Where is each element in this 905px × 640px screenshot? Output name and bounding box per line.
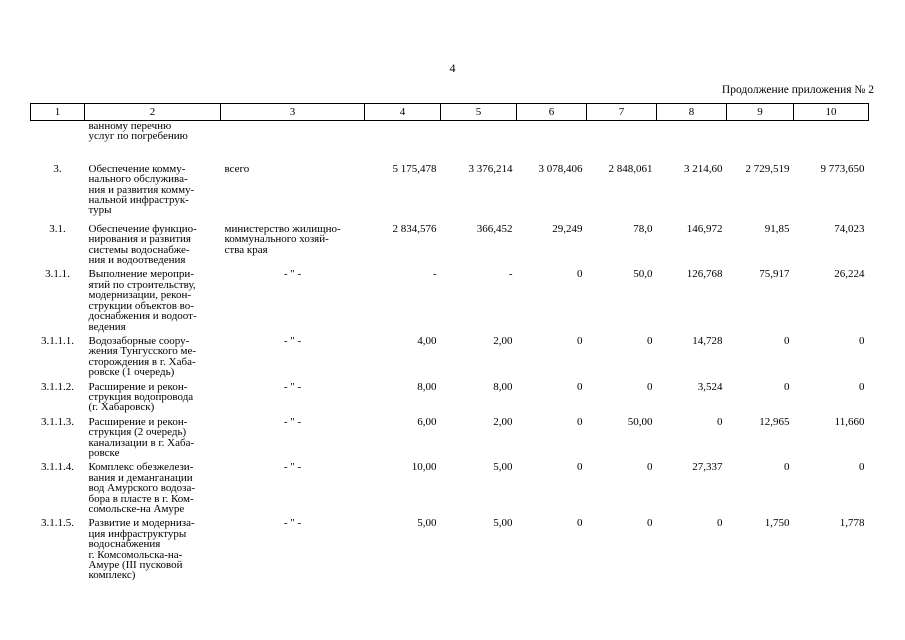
row-number: 3.1.1.3. xyxy=(41,415,74,428)
row-value: 2,00 xyxy=(493,334,513,347)
row-value xyxy=(794,121,869,142)
row-value: 146,972 xyxy=(686,222,723,235)
table-row xyxy=(31,417,869,459)
row-value xyxy=(365,121,441,142)
appendix-table xyxy=(30,103,869,581)
row-value: 3 214,60 xyxy=(684,162,723,175)
row-name: Комплекс обезжелези- вания и деманганации вод Амурского водоза- бора в пласте в г. Ком- сомольске-на Амуре xyxy=(88,461,195,515)
row-value xyxy=(441,121,517,142)
row-value: 0 xyxy=(577,461,583,474)
row-executor: - " - xyxy=(283,380,302,393)
row-value: 0 xyxy=(784,334,790,347)
row-value: 4,00 xyxy=(417,334,437,347)
row-value: 29,249 xyxy=(552,222,583,235)
row-number: 3.1.1.4. xyxy=(41,461,74,474)
column-header: 2 xyxy=(85,104,221,121)
row-executor: - " - xyxy=(283,268,302,281)
row-executor: - " - xyxy=(283,334,302,347)
row-number xyxy=(31,121,85,142)
row-number: 3. xyxy=(53,162,62,175)
row-value: 0 xyxy=(859,334,865,347)
row-value: 5,00 xyxy=(493,517,513,530)
row-executor: министерство жилищно- коммунального хозяй- ства края xyxy=(224,222,341,256)
table-row xyxy=(31,164,869,216)
row-value: 0 xyxy=(577,268,583,281)
row-value xyxy=(657,121,727,142)
column-header: 10 xyxy=(794,104,869,121)
row-value: 3 078,406 xyxy=(538,162,583,175)
row-value: 0 xyxy=(577,415,583,428)
page-number: 4 xyxy=(449,61,456,75)
row-name: Развитие и модерниза- ция инфраструктуры водоснабжения г. Комсомольска-на- Амуре (III пусковой комплекс) xyxy=(88,517,195,582)
row-value: 26,224 xyxy=(834,268,865,281)
row-value: 0 xyxy=(784,380,790,393)
row-value: 11,660 xyxy=(834,415,865,428)
column-header: 8 xyxy=(657,104,727,121)
row-name: Расширение и рекон- струкция водопровода (г. Хабаровск) xyxy=(88,380,194,414)
row-executor xyxy=(221,121,365,142)
column-header: 6 xyxy=(517,104,587,121)
column-header: 5 xyxy=(441,104,517,121)
row-value: 50,0 xyxy=(633,268,653,281)
row-name: Обеспечение комму- нального обслужива- ния и развития комму- нальной инфраструк- туры xyxy=(88,162,195,217)
row-number: 3.1.1.1. xyxy=(41,334,74,347)
row-value: 0 xyxy=(859,461,865,474)
row-value: 0 xyxy=(647,334,653,347)
column-header: 3 xyxy=(221,104,365,121)
column-header: 7 xyxy=(587,104,657,121)
row-value xyxy=(517,121,587,142)
row-value: 0 xyxy=(577,517,583,530)
row-value: 27,337 xyxy=(692,461,723,474)
row-value: 2 848,061 xyxy=(608,162,653,175)
row-number: 3.1. xyxy=(49,222,66,235)
row-name: ванному перечню услуг по погребению xyxy=(88,120,188,143)
row-value: 9 773,650 xyxy=(820,162,865,175)
row-value: 8,00 xyxy=(493,380,513,393)
column-header: 9 xyxy=(727,104,794,121)
table-row xyxy=(31,518,869,580)
row-value: 6,00 xyxy=(417,415,437,428)
row-value: 5 175,478 xyxy=(392,162,437,175)
row-value: 126,768 xyxy=(686,268,723,281)
row-number: 3.1.1.5. xyxy=(41,517,74,530)
row-value: 91,85 xyxy=(764,222,790,235)
spacer-cell xyxy=(31,142,869,164)
table-row xyxy=(31,336,869,378)
row-value: 2,00 xyxy=(493,415,513,428)
row-value: 1,778 xyxy=(839,517,865,530)
table-row xyxy=(31,462,869,514)
row-value: 0 xyxy=(647,461,653,474)
row-value: 5,00 xyxy=(493,461,513,474)
row-value: 0 xyxy=(647,517,653,530)
row-value: 366,452 xyxy=(476,222,513,235)
row-value: 0 xyxy=(717,517,723,530)
row-number: 3.1.1.2. xyxy=(41,380,74,393)
row-value: 1,750 xyxy=(764,517,790,530)
row-value: 12,965 xyxy=(759,415,790,428)
row-spacer xyxy=(31,142,869,164)
row-value: 0 xyxy=(717,415,723,428)
table-body xyxy=(31,121,869,581)
row-value: 3 376,214 xyxy=(468,162,513,175)
column-header: 1 xyxy=(31,104,85,121)
table-row xyxy=(31,269,869,331)
row-value: 0 xyxy=(647,380,653,393)
row-name: Выполнение меропри- ятий по строительству, модернизации, рекон- струкции объектов во- доснабжения и водоот- ведения xyxy=(88,268,197,333)
header-row xyxy=(31,104,869,121)
row-value: 10,00 xyxy=(411,461,437,474)
row-name: Водозаборные соору- жения Тунгусского ме- сторождения в г. Хаба- ровске (1 очередь) xyxy=(88,334,197,379)
row-value: 78,0 xyxy=(633,222,653,235)
row-executor: всего xyxy=(224,162,250,175)
continuation-label: Продолжение приложения № 2 xyxy=(721,84,874,96)
row-value: - xyxy=(432,268,437,281)
row-value: 8,00 xyxy=(417,380,437,393)
row-value: 3,524 xyxy=(697,380,723,393)
row-value xyxy=(587,121,657,142)
row-executor: - " - xyxy=(283,517,302,530)
row-value: 0 xyxy=(577,380,583,393)
row-value: 2 729,519 xyxy=(745,162,790,175)
row-value: 50,00 xyxy=(627,415,653,428)
row-value: - xyxy=(508,268,513,281)
column-header: 4 xyxy=(365,104,441,121)
row-value: 5,00 xyxy=(417,517,437,530)
row-value: 0 xyxy=(577,334,583,347)
row-executor: - " - xyxy=(283,461,302,474)
row-value: 0 xyxy=(859,380,865,393)
row-value: 75,917 xyxy=(759,268,790,281)
row-number: 3.1.1. xyxy=(45,268,70,281)
row-value: 2 834,576 xyxy=(392,222,437,235)
row-value: 74,023 xyxy=(834,222,865,235)
table-row xyxy=(31,382,869,413)
row-value: 0 xyxy=(784,461,790,474)
table-row xyxy=(31,224,869,266)
row-value xyxy=(727,121,794,142)
row-name: Обеспечение функцио- нирования и развития системы водоснабже- ния и водоотведения xyxy=(88,222,197,267)
row-value: 14,728 xyxy=(692,334,723,347)
row-executor: - " - xyxy=(283,415,302,428)
table-row xyxy=(31,121,869,142)
row-name: Расширение и рекон- струкция (2 очередь) канализации в г. Хаба- ровске xyxy=(88,415,195,459)
